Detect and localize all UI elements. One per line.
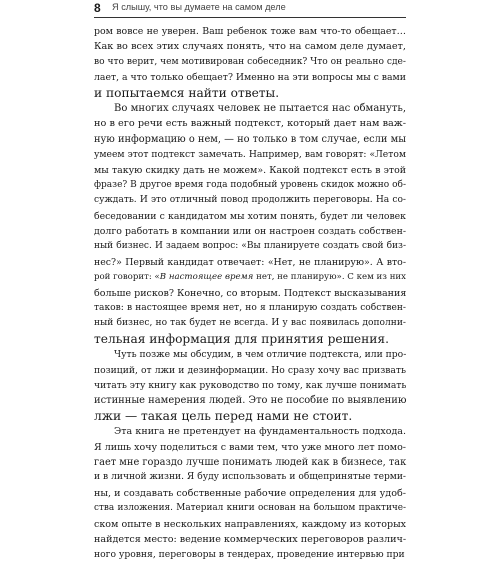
page-header	[94, 2, 406, 16]
paragraph-line: Эта книга не претендует на фундаментальность подхода.	[114, 426, 406, 438]
paragraph-line: ны, и создавать собственные рабочие определения для удоб-	[94, 487, 406, 499]
paragraph-line: ском опыте в нескольких направлениях, каждому из которых	[94, 518, 406, 530]
paragraph-line: гает мне гораздо лучше понимать людей как в бизнесе, так	[94, 456, 407, 468]
paragraph-line: ства изложения. Материал книги основан на большом практиче-	[94, 503, 406, 514]
page-number: 8	[94, 1, 101, 15]
paragraph-line: Я лишь хочу поделиться с вами тем, что уже много лет помо-	[94, 441, 406, 453]
paragraph-line: ный бизнес. И задаем вопрос: «Вы планируете создать свой биз-	[94, 241, 406, 252]
paragraph-line: Чуть позже мы обсудим, в чем отличие подтекста, или про-	[114, 349, 407, 361]
paragraph-line: мы такую скидку дать не можем». Какой подтекст есть в этой	[94, 164, 406, 176]
paragraph-line: Во многих случаях человек не пытается нас обмануть,	[114, 102, 406, 114]
body-text	[94, 24, 406, 563]
paragraph-line: ного уровня, переговоры в тендерах, проведение интервью при	[94, 549, 405, 561]
paragraph-line: истинные намерения людей. Это не пособие по выявлению	[94, 395, 407, 407]
paragraph-line: лает, а что только обещает? Именно на эти вопросы мы с вами	[94, 72, 406, 84]
paragraph-line: читать эту книгу как руководство по тому, как лучше понимать	[94, 379, 407, 391]
paragraph-line: лжи — такая цель перед нами не стоит.	[94, 408, 353, 423]
paragraph-line: позиций, от лжи и дезинформации. Но сразу хочу вас призвать	[94, 364, 406, 376]
paragraph-line: найдется место: ведение коммерческих переговоров различ-	[94, 533, 407, 545]
paragraph-line: ром вовсе не уверен. Ваш ребенок тоже вам что-то обещает…	[94, 26, 406, 37]
paragraph-line: и в личной жизни. Я буду использовать и общепринятые терми-	[94, 472, 406, 483]
running-title: Я слышу, что вы думаете на самом деле	[112, 2, 286, 12]
paragraph-line: тельная информация для принятия решения.	[94, 331, 389, 346]
paragraph-line: ный бизнес, но так будет не всегда. И у вас появилась дополни-	[94, 318, 406, 329]
paragraph-line: фразе? В другое время года подобный уровень скидок можно об-	[94, 179, 406, 190]
paragraph-line: но в его речи есть важный подтекст, который дает нам важ-	[94, 118, 406, 130]
paragraph-line: рой говорит: «В настоящее время нет, не планирую». С кем из них	[94, 272, 406, 283]
paragraph-line: суждать. И это отличный повод продолжить переговоры. На со-	[94, 195, 406, 206]
header-rule	[94, 17, 406, 18]
paragraph-line: беседовании с кандидатом мы хотим понять, будет ли человек	[94, 210, 406, 222]
paragraph-line: долго работать в компании или он настроен создать собствен-	[94, 226, 406, 238]
paragraph-line: умеем этот подтекст замечать. Например, вам говорят: «Летом	[94, 149, 406, 161]
paragraph-line: нес?» Первый кандидат отвечает: «Нет, не планирую». А вто-	[94, 256, 406, 268]
paragraph-line: во что верит, чем мотивирован собеседник? Что он реально сде-	[94, 56, 406, 67]
paragraph-line: больше рисков? Конечно, со вторым. Подтекст высказывания	[94, 287, 407, 299]
paragraph-line: ную информацию о нем, — но только в том случае, если мы	[94, 133, 406, 145]
paragraph-line: таков: в настоящее время нет, но я планирую создать собствен-	[94, 303, 406, 314]
paragraph-line: Как во всех этих случаях понять, что на самом деле думает,	[94, 41, 406, 53]
paragraph-line: и попытаемся найти ответы.	[94, 85, 280, 100]
